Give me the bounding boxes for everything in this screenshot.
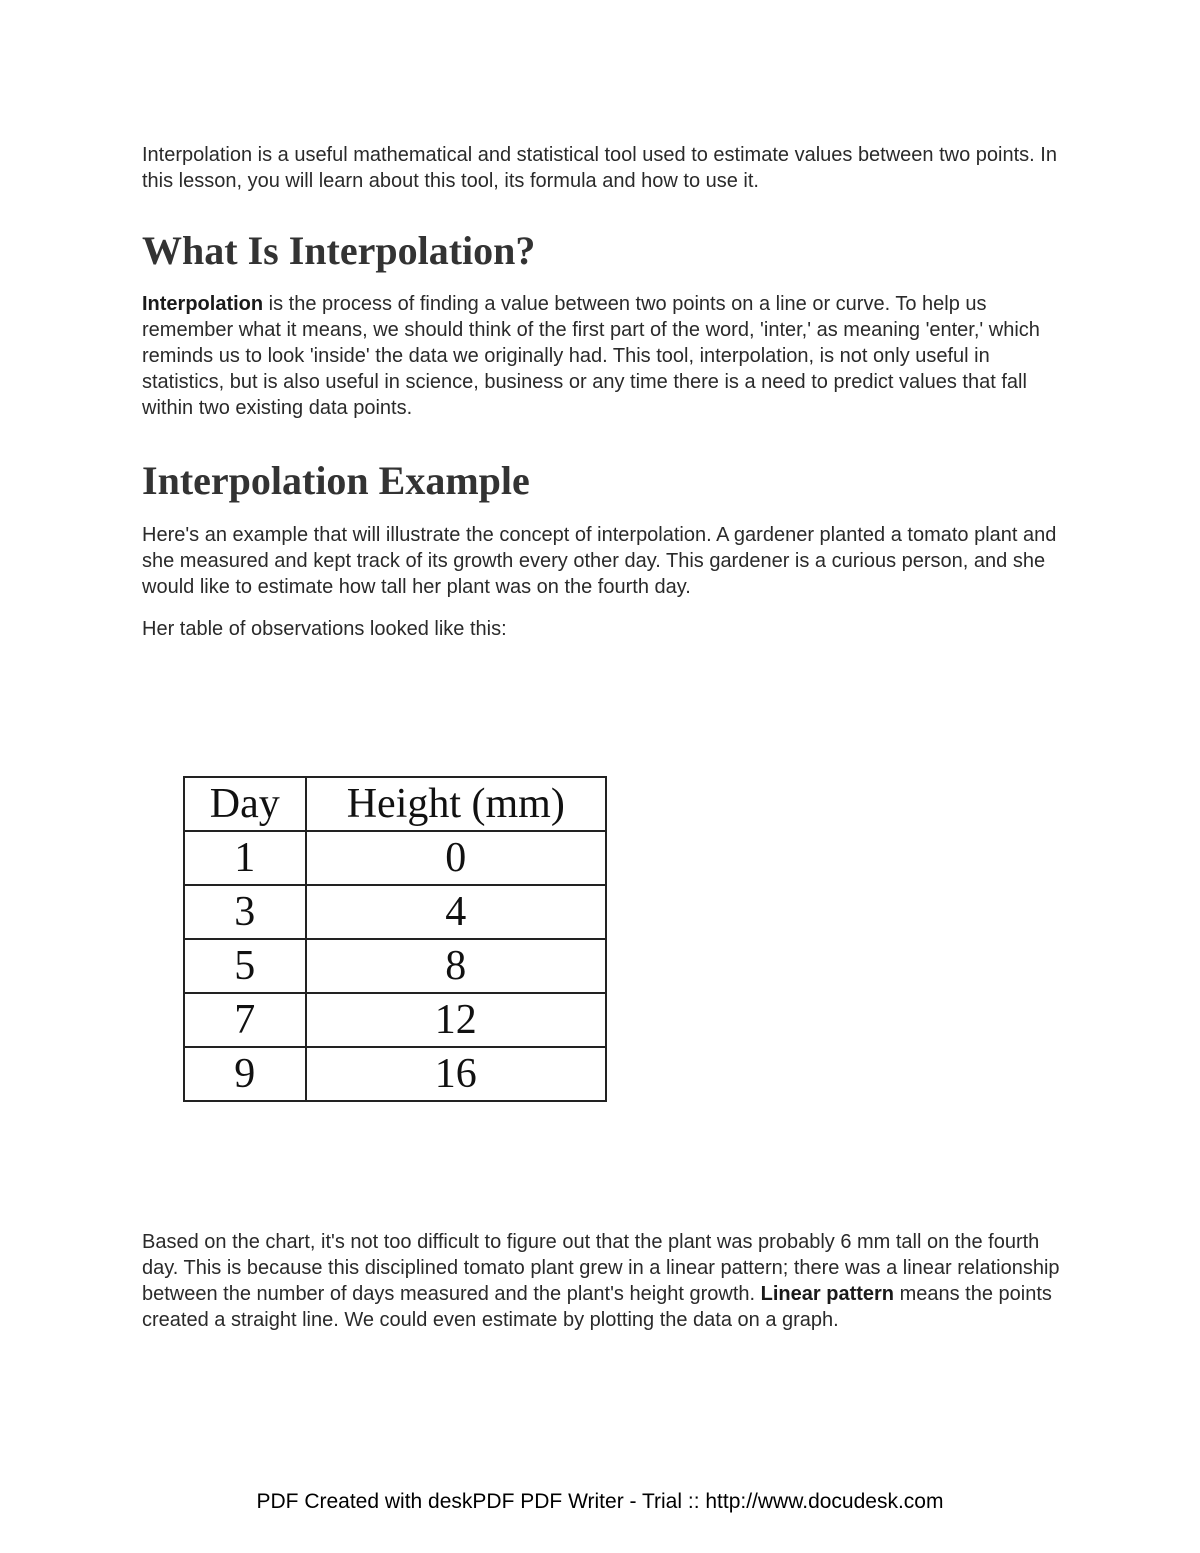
table-intro-paragraph: Her table of observations looked like this: [142,618,507,640]
table-row [184,885,606,939]
table-header-row [184,777,606,831]
conclusion-text-part2: means the points created a straight line. We could even estimate by plotting the data on a graph. [142,1283,1052,1331]
table-row [184,939,606,993]
intro-paragraph: Interpolation is a useful mathematical and statistical tool used to estimate values between two points. In this lesson, you will learn about this tool, its formula and how to use it. [142,144,1057,192]
table-cell-day: 7 [184,993,306,1047]
table-cell-height: 8 [306,939,606,993]
table-row [184,993,606,1047]
table-cell-day: 1 [184,831,306,885]
pdf-watermark-footer: PDF Created with deskPDF PDF Writer - Trial :: http://www.docudesk.com [256,1490,944,1513]
example-paragraph: Here's an example that will illustrate the concept of interpolation. A gardener planted a tomato plant and she measured and kept track of its growth every other day. This gardener is a curious person, and she would like to estimate how tall her plant was on the fourth day. [142,524,1057,598]
table-cell-height: 12 [306,993,606,1047]
table-cell-height: 16 [306,1047,606,1101]
conclusion-paragraph [142,1229,1072,1333]
table-cell-height: 4 [306,885,606,939]
definition-paragraph [142,291,1072,421]
observations-table [183,776,607,1102]
table-cell-height: 0 [306,831,606,885]
table-header-day: Day [184,777,306,831]
table-cell-day: 5 [184,939,306,993]
definition-text: is the process of finding a value between two points on a line or curve. To help us remember what it means, we should think of the first part of the word, 'inter,' as meaning 'enter,' which reminds us to look 'inside' the data we originally had. This tool, interpolation, is not only useful in statistics, but is also useful in science, business or any time there is a need to predict values that fall within two existing data points. [142,293,1040,419]
table-row [184,1047,606,1101]
conclusion-text-part1: Based on the chart, it's not too difficult to figure out that the plant was probably 6 mm tall on the fourth day. This is because this disciplined tomato plant grew in a linear pattern; there was a linear relationship between the number of days measured and the plant's height growth. [142,1231,1060,1305]
heading-interpolation-example: Interpolation Example [142,458,530,503]
table-row [184,831,606,885]
table-header-height: Height (mm) [306,777,606,831]
term-linear-pattern: Linear pattern [760,1283,895,1305]
table-cell-day: 9 [184,1047,306,1101]
term-interpolation: Interpolation [142,293,264,315]
table-cell-day: 3 [184,885,306,939]
heading-what-is-interpolation: What Is Interpolation? [142,228,536,273]
